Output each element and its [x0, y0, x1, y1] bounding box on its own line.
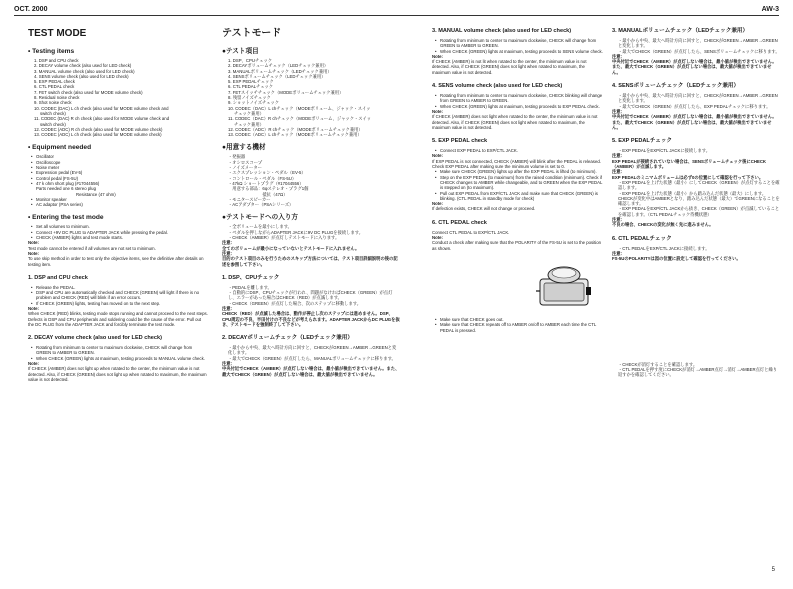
list-item: 4. SENSボリュームチェック（LEDチェック兼用） [228, 73, 326, 79]
list-item: 13. CODEC（ADC）L chチェック（MODEボリュームチェック兼用） [228, 132, 362, 138]
note-label: Note: [28, 250, 39, 256]
list-item: • Monitor speaker [36, 197, 208, 202]
list-item: 5. EXP PEDALチェック [228, 79, 274, 85]
entering-heading-jp: ●テストモードへの入り方 [222, 214, 298, 222]
list-item: ・全ボリュームを最小にします。 [228, 224, 292, 230]
list-item: 5. EXP PEDAL check [34, 79, 75, 85]
note-label: 注意： [222, 305, 235, 311]
list-item: チェック兼用） [234, 121, 264, 127]
list-item: switch check) [40, 121, 66, 127]
list-item: ・CTL PEDALを押す度にCHECKが消灯→AMBER点灯→消灯→AMBER点灯と繰り返すかを確認してください。 [618, 366, 778, 378]
section-heading: 2. DECAYボリュームチェック（LEDチェック兼用） [222, 335, 353, 342]
list-item: 11. CODEC（DAC）R chチェック（MODEボリューム、ジャック・スイッ [228, 116, 372, 122]
note-text: EXP PEDALのミニマムボリュームは必ず0の位置にして確認を行って下さい。 [612, 174, 764, 180]
note-label: Note: [432, 235, 443, 241]
note-label: Note: [432, 153, 443, 159]
section-list [432, 169, 604, 201]
list-item: ・EXP PEDALを上げた状態（最小）から踏み込んだ状態（最大）にします。CHECKが変化中はAMBERとなり、踏み込んだ状態（最大）でGREENになることを確認します。 [618, 190, 780, 207]
note-text: When CHECK (RED) blinks, testing mode stops running and cannot proceed to the next steps. Defects in DSP and CPU peripherals and soldering could be the cause of the error. Pull out the DC PLUG from the ADAPTER JACK and forcibly terminate the test mode. [28, 311, 208, 327]
section-list [612, 180, 780, 217]
list-item: • When CHECK (GREEN) lights at maximum, testing proceeds to EXP PEDAL check. [440, 104, 604, 109]
list-item: ・最小から中央、最大へ時計方向に回すと、CHECKがGREEN→AMBER→GREENと変化します。 [228, 345, 397, 356]
note-label: Note: [28, 361, 39, 367]
list-item: 2. DECAYボリュームチェック（LEDチェック兼用） [228, 63, 329, 69]
list-item: • When CHECK (GREEN) lights at maximum, testing proceeds to SENS volume check. [440, 49, 604, 54]
list-item: ・EXP PEDALをEXP/CTL JACKから抜き、CHECK（GREEN）が点滅していることを確認します。（CTL PEDALチェック待機状態） [618, 206, 780, 217]
list-item: ・CTL PEDALをEXP/CTL JACKに接続します。 [618, 245, 710, 251]
list-item: ・コントロール・ペダル（FS-5U） [228, 175, 297, 181]
note-text: If CHECK (AMBER) is not lit when rotated to the center, the minimum value is not detected. Also, if CHECK (GREEN) does not light when rotated to maximum, the maximum value is not detected. [432, 59, 587, 75]
list-item: ・CHECK（AMBER）が点灯しテストモードに入ります。 [228, 235, 340, 241]
section-list [432, 148, 604, 153]
column-japanese-right [612, 28, 780, 377]
list-item: ・ペダルを押しながらADAPTER JACKに9V DC PLUGを接続します。 [228, 229, 364, 235]
list-item: 6. CTL PEDAL check [34, 84, 75, 90]
list-item: • Make sure that CHECK repeats off to AMBER on/off to AMBER each time the CTL PEDAL is pressed. [440, 322, 604, 333]
list-item: ・最小から中央、最大へ時計方向に回すと、CHECKがGREEN→AMBER→GREENと変化します。 [618, 93, 778, 104]
note-text: If CHECK (AMBER) does not light when rotated to the center, the minimum value is not detected. Also, if CHECK (GREEN) does not light when rotated to maximum, the maximum value is not detected. [432, 114, 598, 130]
note-text: FS-5UのPOLARITYは図の位置に設定して確認を行ってください。 [612, 256, 741, 262]
section-heading: 6. CTL PEDAL check [432, 219, 487, 226]
list-item: 8. 残留ノイズチェック [228, 95, 271, 101]
list-item: • Set all volumes to minimum. [36, 224, 208, 229]
note-text: 中央付近でCHECK（AMBER）が点灯しない場合は、最小値が検出できていません。また、最大でCHECK（GREEN）が点灯しない場合は、最大値が検出できていません。 [222, 366, 400, 377]
list-item: 7. FET switch check (also used for MODE volume check) [34, 89, 143, 95]
list-item: ・ノイズメーター [228, 165, 262, 171]
header-date: OCT. 2000 [14, 6, 48, 13]
note-text: 不良の場合、CHECKの変化が無く先に進みません。 [612, 222, 714, 228]
list-item: Parts needed one 6 stereo plug [36, 186, 96, 192]
instruction-text: Connect CTL PEDAL to EXP/CTL JACK. [432, 229, 510, 235]
list-item: ・エクスプレッション・ペダル（EV-5） [228, 170, 306, 176]
list-item: ・オシロスコープ [228, 159, 263, 165]
page-title-jp: テストモード [222, 28, 282, 39]
list-item: • 47 k ohm short plug (#17044556) [36, 181, 208, 186]
list-item: • CHECK (AMBER) lights and test mode starts. [36, 235, 208, 240]
note-label: 注意： [222, 361, 235, 367]
testing-items-heading-jp: ●テスト項目 [222, 48, 259, 55]
entering-list [28, 224, 208, 240]
list-item: 2. DECAY volume check (also used for LED check) [34, 63, 132, 69]
note-text: 全てのボリュームが最小になっていないとテストモードに入れません。 [222, 245, 360, 251]
section-heading: 5. EXP PEDALチェック [612, 138, 673, 145]
section-list [222, 345, 400, 361]
page-header [14, 6, 779, 16]
list-item: ・47kΩ ショートプラグ（#17044556） [228, 180, 304, 186]
list-item: ・自動的にDSP、CPUチェックが行われ、問題がなければCHECK（GREEN）が点灯し、エラーがあった場合はCHECK（RED）が点滅します。 [228, 290, 393, 301]
list-item: チェック兼用） [234, 110, 264, 116]
list-item: • Step on the EXP PEDAL (to maximum) from the raised condition (minimum). Check if CHECK changes to AMBER while changeable, and to GREEN when the EXP PEDAL is stepped on (to maximum). [440, 175, 604, 191]
equipment-heading: • Equipment needed [28, 144, 92, 152]
note-text: If CHECK (AMBER) does not light up when rotated to the center, the minimum value is not detected. Also, if CHECK (GREEN) does not light up when rotated to maximum, the maximum value is not detected. [28, 366, 207, 382]
list-item: • Rotating from minimum to center to maximum clockwise, CHECK blinking will change from GREEN to AMBER to GREEN. [440, 93, 604, 104]
note-label: Note: [28, 240, 39, 246]
section-list [28, 285, 208, 306]
section-list [612, 362, 780, 378]
note-text: 目的のテスト項目のみを行うためのスキップ方法については、テスト項目詳細説明の後の記述を参照して下さい。 [222, 256, 398, 267]
list-item: 10. CODEC（DAC）L chチェック（MODEボリューム、ジャック・スイッ [228, 105, 371, 111]
note-text: EXP PEDALが接続されていない場合は、SENSボリュームチェック後にCHECK（AMBER）が点滅します。 [612, 158, 767, 170]
list-item: • DSP and CPU are automatically checked and CHECK (GREEN) will light if there is no problem and CHECK (RED) will blink if an error occurs. [36, 290, 208, 301]
list-item: ・PEDALを離します。 [228, 284, 272, 290]
header-model: AW-3 [761, 6, 779, 13]
equipment-list [28, 154, 208, 207]
list-item: 6. CTL PEDALチェック [228, 84, 274, 90]
list-item: 抵抗（47Ω） [228, 191, 288, 197]
list-item: 4. SENS volume check (also used for LED check) [34, 73, 129, 79]
list-item: ・CHECK（GREEN）が点灯した場合、次のステップに移動します。 [228, 300, 362, 306]
section-heading: 2. DECAY volume check (also used for LED check) [28, 335, 162, 342]
note-label: 注意： [612, 250, 625, 256]
note-label: 注意： [612, 108, 625, 114]
list-item: • Make sure CHECK (GREEN) lights up after the EXP PEDAL is lifted (to minimum). [440, 169, 604, 174]
list-item: 7. FETスイッチチェック（MODEボリュームチェック兼用） [228, 89, 344, 95]
note-label: 注意： [612, 153, 625, 159]
section-list [222, 285, 400, 306]
list-item: • Oscilloscope [36, 160, 208, 165]
list-item: • Control pedal (FS-5U) [36, 176, 208, 181]
note-label: 注意： [222, 250, 235, 256]
list-item: ・発振器 [228, 154, 246, 160]
figure-spacer [612, 262, 780, 362]
list-item: • Rotating from minimum to center to maximum clockwise, CHECK will change from GREEN to AMBER to GREEN. [36, 345, 208, 356]
note-text: If EXP PEDAL is not connected, CHECK (AMBER) will blink after the PEDAL is released. [432, 158, 601, 164]
list-item: 10. CODEC (DAC) L ch check (also used for MODE volume check and [34, 105, 169, 111]
list-item: 12. CODEC (ADC) R ch check (also used for MODE volume check) [34, 126, 163, 132]
list-item: ・最大でCHECK（GREEN）が点灯したら、EXP PEDALチェックに移ります。 [618, 103, 771, 109]
column-english-left [28, 28, 208, 382]
testing-items-heading: • Testing items [28, 48, 75, 55]
note-text: Check EXP PEDAL after making sure the minimum volume is set to 0. [432, 164, 566, 170]
note-text: If defection exists, CHECK will not change or proceed. [432, 206, 536, 212]
list-item: 9. Shot noise check [34, 100, 72, 106]
list-item: • Connect EXP PEDAL to EXP/CTL JACK. [440, 148, 604, 153]
section-list [432, 317, 604, 333]
list-item: • Oscillator [36, 154, 208, 159]
list-item: 8. Residual noise check [34, 95, 80, 101]
fs5u-pedal-illustration [536, 261, 592, 309]
note-label: Note: [432, 201, 443, 207]
section-heading: 4. SENSボリュームチェック（LEDチェック兼用） [612, 83, 740, 90]
list-item: • When CHECK (GREEN) lights at maximum, testing proceeds to MANUAL volume check. [36, 356, 208, 361]
column-english-right [432, 28, 604, 333]
page-title: TEST MODE [28, 28, 87, 39]
list-item: • If CHECK (GREEN) lights, testing has moved on to the next step. [36, 301, 208, 306]
section-list [28, 345, 208, 361]
testing-items-list-jp [222, 58, 400, 137]
section-heading: 3. MANUALボリュームチェック（LEDチェック兼用） [612, 28, 749, 34]
section-heading: 1. DSP、CPUチェック [222, 274, 280, 281]
entering-list-jp [222, 224, 400, 240]
note-label: 注意： [222, 240, 235, 246]
list-item: 1. DSP、CPUチェック [228, 58, 273, 63]
list-item: 13. CODEC (ADC) L ch check (also used for MODE volume check) [34, 132, 162, 138]
list-item: ・CHECKが消灯することを確認します。 [618, 361, 698, 367]
section-list [432, 93, 604, 109]
section-heading: 1. DSP and CPU check [28, 274, 88, 281]
note-label: 注意： [612, 53, 625, 59]
equipment-list-jp [222, 154, 400, 207]
page-number: 5 [771, 567, 775, 573]
list-item: • Release the PEDAL. [36, 285, 208, 290]
note-text: 中央付近でCHECK（AMBER）が点灯しない場合は、最小値が検出できていません。また、最大でCHECK（GREEN）が点灯しない場合は、最大値が検出できていません。 [612, 114, 777, 130]
entering-heading: • Entering the test mode [28, 214, 104, 222]
list-item: switch check) [40, 110, 66, 116]
section-heading: 5. EXP PEDAL check [432, 138, 488, 145]
list-item: ・最小から中央、最大へ時計方向に回すと、CHECKがGREEN→AMBER→GREENと変化します。 [618, 38, 778, 49]
equipment-heading-jp: ●用意する機材 [222, 144, 266, 152]
note-text: Conduct a check after making sure that the POLARITY of the FS-5U is set to the position as shown. [432, 240, 602, 251]
note-text: 中央付近でCHECK（AMBER）が点灯しない場合は、最小値が検出できていません。また、最大でCHECK（GREEN）が点灯しない場合は、最大値が検出できていません。 [612, 59, 777, 75]
list-item: • Pull out EXP PEDAL from EXP/CTL JACK and make sure that CHECK (GREEN) is blinking. (CTL PEDAL in standby mode for check) [440, 191, 604, 202]
list-item: ・EXP PEDALを上げた状態（最小）にしてCHECK（GREEN）が点灯することを確認します。 [618, 179, 780, 191]
list-item: • Make sure that CHECK goes out. [440, 317, 604, 322]
list-item: • Noise meter [36, 165, 208, 170]
list-item: 用意する部品：6φステレオ・プラグ1個 [228, 186, 309, 192]
list-item: 11. CODEC (DAC) R ch check (also used for MODE volume check and [34, 116, 170, 122]
list-item: 12. CODEC（ADC）R chチェック（MODEボリュームチェック兼用） [228, 126, 363, 132]
list-item: ・最大でCHECK（GREEN）が点灯したら、SENSボリュームチェックに移ります。 [618, 48, 780, 54]
list-item: 3. MANUALボリュームチェック（LEDチェック兼用） [228, 68, 332, 74]
section-heading: 4. SENS volume check (also used for LED check) [432, 83, 563, 90]
list-item: ・ACアダプター（PSAシリーズ） [228, 202, 294, 208]
list-item: • Rotating from minimum to center to maximum clockwise, CHECK will change from GREEN to AMBER to GREEN. [440, 38, 604, 49]
note-text: Test mode cannot be entered if all volumes are not set to minimum. [28, 245, 156, 251]
section-list [612, 93, 780, 109]
list-item: 9. ショットノイズチェック [228, 100, 280, 106]
note-label: 注意： [612, 169, 625, 175]
testing-items-list [28, 58, 208, 137]
list-item: • AC adaptor (PSA series) [36, 202, 208, 207]
section-list [612, 38, 780, 54]
section-heading: 3. MANUAL volume check (also used for LED check) [432, 28, 572, 34]
note-label: Note: [28, 305, 39, 311]
list-item: • Connect +9V DC PLUG to ADAPTER JACK while pressing the pedal. [36, 230, 208, 235]
footswitch-icon [536, 261, 592, 309]
list-item: ・最大でCHECK（GREEN）が点灯したら、MANUALボリュームチェックに移ります。 [228, 355, 396, 361]
list-item: 3. MANUAL volume check (also used for LED check) [34, 68, 135, 74]
column-japanese-left [222, 28, 400, 377]
list-item: ・EXP PEDALをEXP/CTL JACKに接続します。 [618, 148, 711, 154]
note-text: To use skip method in order to test only the objective items, see the definitive after details on testing item. [28, 256, 204, 267]
note-label: Note: [432, 53, 443, 59]
list-item: Resistance (47 ohm) [76, 191, 116, 197]
list-item: ・モニタースピーカー [228, 196, 271, 202]
note-text: CHECK（RED）が点滅した場合は、動作が停止し次のステップには進めません。DSP、CPU周辺の不良、半田付けの不良などが考えられます。ADAPTER JACKからDC PLUGを抜き、テストモードを強制終了して下さい。 [222, 311, 400, 327]
list-item: 1. DSP and CPU check [34, 58, 79, 63]
list-item: • Expression pedal (EV-5) [36, 170, 208, 175]
note-label: 注意： [612, 217, 625, 223]
section-heading: 6. CTL PEDALチェック [612, 235, 672, 242]
section-list [432, 38, 604, 54]
note-label: Note: [432, 108, 443, 114]
